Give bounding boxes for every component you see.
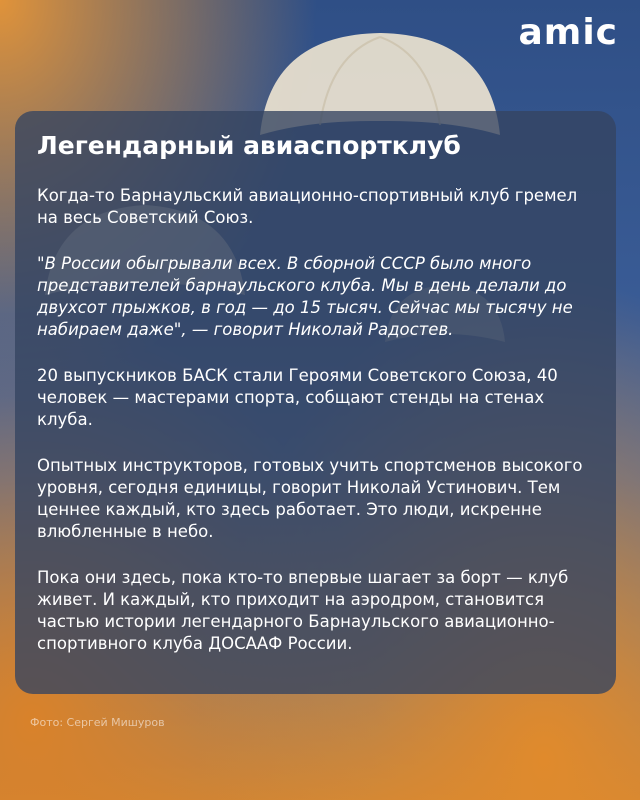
content-card	[15, 111, 616, 694]
paragraph-instructors: Опытных инструкторов, готовых учить спортсменов высокого уровня, сегодня единицы, говорит Николай Устинович. Тем ценнее каждый, кто здесь работает. Это люди, искренне влюбленные в небо.	[37, 456, 583, 541]
paragraph-quote: "В России обыгрывали всех. В сборной СССР было много представителей барнаульского клуба. Мы в день делали до двухсот прыжков, в год — до 15 тысяч. Сейчас мы тысячу не набираем даже", — говорит Николай Радостев.	[37, 254, 573, 339]
paragraph-heroes: 20 выпускников БАСК стали Героями Советского Союза, 40 человек — мастерами спорта, собщают стенды на стенах клуба.	[37, 366, 558, 429]
paragraph-intro: Когда-то Барнаульский авиационно-спортивный клуб гремел на весь Советский Союз.	[37, 186, 578, 227]
photo-credit: Фото: Сергей Мишуров	[30, 716, 165, 729]
paragraph-conclusion: Пока они здесь, пока кто-то впервые шагает за борт — клуб живет. И каждый, кто приходит на аэродром, становится частью истории легендарного Барнаульского авиационно-спортивного клуба ДОСААФ России.	[37, 568, 569, 653]
amic-logo[interactable]: amic	[518, 12, 618, 53]
card-title: Легендарный авиаспортклуб	[37, 131, 461, 160]
